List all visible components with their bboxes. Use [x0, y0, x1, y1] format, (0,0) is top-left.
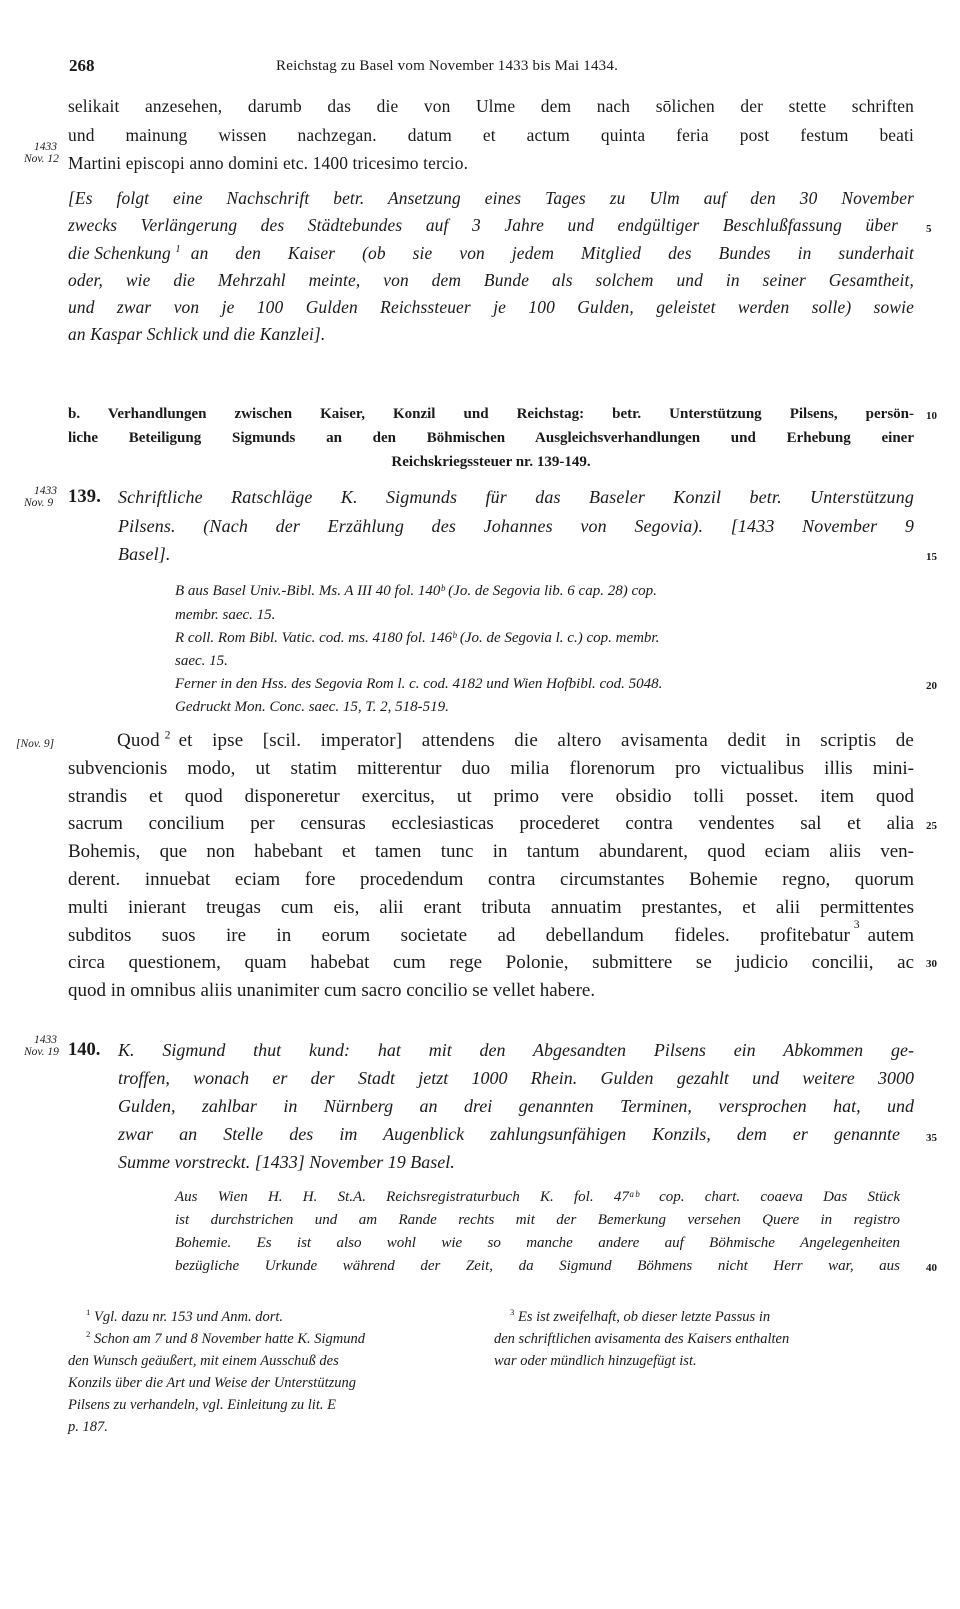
doc-140-source-1: Aus Wien H. H. St.A. Reichsregistraturbuch K. fol. 47ᵃᵇ cop. chart. coaeva Das Stück — [175, 1189, 900, 1205]
doc-139-source-1: B aus Basel Univ.-Bibl. Ms. A III 40 fol. 140ᵇ (Jo. de Segovia lib. 6 cap. 28) cop. — [175, 583, 657, 599]
postscript-line-3b: an den Kaiser (ob sie von jedem Mitglied des Bundes in sunderhait — [190, 243, 914, 263]
footnote-1: $^1$ Vgl. dazu nr. 153 und Anm. dort. — [86, 1307, 284, 1325]
line-number: 5 — [926, 223, 932, 235]
doc-139-text-line-2: subvencionis modo, ut statim mitterentur duo milia florenorum pro victualibus illis mini- — [68, 758, 914, 779]
intro-line-3: Martini episcopi anno domini etc. 1400 tricesimo tercio. — [68, 153, 469, 173]
doc-139-text-line-9: circa questionem, quam habebat cum rege Polonie, submittere se judicio concilii, ac — [68, 952, 914, 973]
doc-140-source-2: ist durchstrichen und am Rande rechts mit der Bemerkung versehen Quere in registro — [175, 1212, 900, 1228]
doc-140-title-line-5: Summe vorstreckt. [1433] November 19 Basel. — [118, 1152, 455, 1172]
margin-date-1 — [24, 141, 59, 165]
margin-year: 1433 — [34, 1034, 57, 1046]
postscript-line-5: und zwar von je 100 Gulden Reichssteuer je 100 Gulden, geleistet werden solle) sowie — [68, 297, 914, 317]
line-number: 35 — [926, 1132, 937, 1144]
margin-day: Nov. 12 — [24, 153, 59, 165]
doc-139-title-line-1: Schriftliche Ratschläge K. Sigmunds für das Baseler Konzil betr. Unterstützung — [118, 487, 914, 507]
line-number: 15 — [926, 551, 937, 563]
doc-140-title-line-4: zwar an Stelle des im Augenblick zahlungsunfähigen Konzils, dem er genannte — [118, 1124, 900, 1144]
margin-date-4 — [24, 1034, 59, 1058]
doc-140-source-3: Bohemie. Es ist also wohl wie so manche andere auf Böhmische Angelegenheiten — [175, 1235, 900, 1251]
footnote-3-line-1: $^3$ Es ist zweifelhaft, ob dieser letzte Passus in — [510, 1307, 771, 1325]
line-number: 30 — [926, 958, 937, 970]
section-b-line-2: liche Beteiligung Sigmunds an den Böhmischen Ausgleichsverhandlungen und Erhebung einer — [68, 430, 914, 446]
intro-line-2: und mainung wissen nachzegan. datum et actum quinta feria post festum beati — [68, 125, 914, 145]
footnote-2-line-4: Pilsens zu verhandeln, vgl. Einleitung zu lit. E — [68, 1397, 336, 1413]
doc-139-source-2: membr. saec. 15. — [175, 607, 276, 623]
postscript-line-2: zwecks Verlängerung des Städtebundes auf 3 Jahre und endgültiger Beschlußfassung über — [68, 215, 898, 235]
footnote-2-line-3: Konzils über die Art und Weise der Unterstützung — [68, 1375, 356, 1391]
postscript-line-4: oder, wie die Mehrzahl meinte, von dem Bunde als solchem und in seiner Gesamtheit, — [68, 270, 914, 290]
margin-day: Nov. 19 — [24, 1046, 59, 1058]
footnote-3-line-2: den schriftlichen avisamenta des Kaisers enthalten — [494, 1331, 790, 1347]
doc-139-first-word: Quod $^2$ — [117, 729, 171, 751]
doc-139-text-line-4: sacrum concilium per censuras ecclesiasticas procederet contra vendentes sal et alia — [68, 813, 914, 834]
margin-year: 1433 — [34, 485, 57, 497]
doc-139-text-line-10: quod in omnibus aliis unanimiter cum sacro concilio se vellet habere. — [68, 980, 596, 1001]
line-number: 10 — [926, 410, 937, 422]
footnote-2-line-1: $^2$ Schon am 7 und 8 November hatte K. Sigmund — [86, 1329, 366, 1347]
margin-year: 1433 — [34, 141, 57, 153]
footnote-3-line-3: war oder mündlich hinzugefügt ist. — [494, 1353, 697, 1369]
postscript-line-1: [Es folgt eine Nachschrift betr. Ansetzung eines Tages zu Ulm auf den 30 November — [68, 188, 914, 208]
doc-139-text-line-5: Bohemis, que non habebant et tamen tunc in tantum abundarent, quod eciam aliis ven- — [68, 841, 914, 862]
doc-139-text-line-6: derent. innuebat eciam fore procedendum contra circumstantes Bohemie regno, quorum — [68, 869, 914, 890]
doc-139-source-5: Ferner in den Hss. des Segovia Rom l. c. cod. 4182 und Wien Hofbibl. cod. 5048. — [175, 676, 663, 692]
doc-139-source-4: saec. 15. — [175, 653, 228, 669]
footnotes-right — [494, 1306, 914, 1372]
doc-139-text-line-8b: autem — [867, 925, 914, 946]
margin-day: Nov. 9 — [24, 497, 54, 509]
line-number: 25 — [926, 820, 937, 832]
postscript-line-3a: die Schenkung $^1$ — [68, 243, 181, 263]
section-b-line-1: b. Verhandlungen zwischen Kaiser, Konzil und Reichstag: betr. Unterstützung Pilsens, persön- — [68, 406, 914, 422]
footnotes-left — [68, 1306, 471, 1438]
doc-139-text-line-1 — [117, 730, 914, 752]
doc-140-title-line-1: K. Sigmund thut kund: hat mit den Abgesandten Pilsens ein Abkommen ge- — [118, 1040, 914, 1060]
doc-139-text-line-8a: subditos suos ire in eorum societate ad debellandum fideles. profitebatur — [68, 925, 850, 946]
doc-139-number: 139. — [68, 487, 101, 507]
line-number: 20 — [926, 680, 937, 692]
doc-139-title-line-3: Basel]. — [118, 544, 171, 564]
footnote-2-line-2: den Wunsch geäußert, mit einem Ausschuß des — [68, 1353, 339, 1369]
doc-140-title-line-3: Gulden, zahlbar in Nürnberg an drei genannten Terminen, versprochen hat, und — [118, 1096, 914, 1116]
doc-139-text-line-1b: et ipse [scil. imperator] attendens die altero avisamenta dedit in scriptis de — [178, 730, 914, 751]
intro-line-1: selikait anzesehen, darumb das die von Ulme dem nach sōlichen der stette schriften — [68, 96, 914, 116]
line-number: 40 — [926, 1262, 937, 1274]
page-number: 268 — [69, 56, 95, 75]
section-b-line-3: Reichskriegssteuer nr. 139-149. — [391, 454, 591, 470]
postscript-line-6: an Kaspar Schlick und die Kanzlei]. — [68, 324, 326, 344]
footnote-mark-3: 3 — [853, 919, 860, 931]
postscript-line-3 — [68, 243, 914, 264]
doc-139-source-3: R coll. Rom Bibl. Vatic. cod. ms. 4180 fol. 146ᵇ (Jo. de Segovia l. c.) cop. membr. — [175, 630, 660, 646]
doc-139-title-line-2: Pilsens. (Nach der Erzählung des Johannes von Segovia). [1433 November 9 — [118, 516, 914, 536]
margin-date-3: [Nov. 9] — [16, 738, 55, 750]
doc-140-source-4: bezügliche Urkunde während der Zeit, da Sigmund Böhmens nicht Herr war, aus — [175, 1258, 900, 1274]
running-title: Reichstag zu Basel vom November 1433 bis Mai 1434. — [276, 58, 619, 74]
doc-139-text-line-3: strandis et quod disponeretur exercitus, ut primo vere obsidio tolli posset. item quod — [68, 786, 914, 807]
doc-140-number: 140. — [68, 1040, 101, 1060]
doc-139-source-6: Gedruckt Mon. Conc. saec. 15, T. 2, 518-519. — [175, 699, 449, 715]
doc-139-text-line-8 — [68, 919, 914, 947]
doc-139-text-line-7: multi inierant treugas cum eis, alii erant tributa annuatim prestantes, et alii permittentes — [68, 897, 914, 918]
footnote-2-line-5: p. 187. — [68, 1419, 108, 1435]
margin-date-2 — [24, 485, 57, 509]
doc-140-title-line-2: troffen, wonach er der Stadt jetzt 1000 Rhein. Gulden gezahlt und weitere 3000 — [118, 1068, 914, 1088]
